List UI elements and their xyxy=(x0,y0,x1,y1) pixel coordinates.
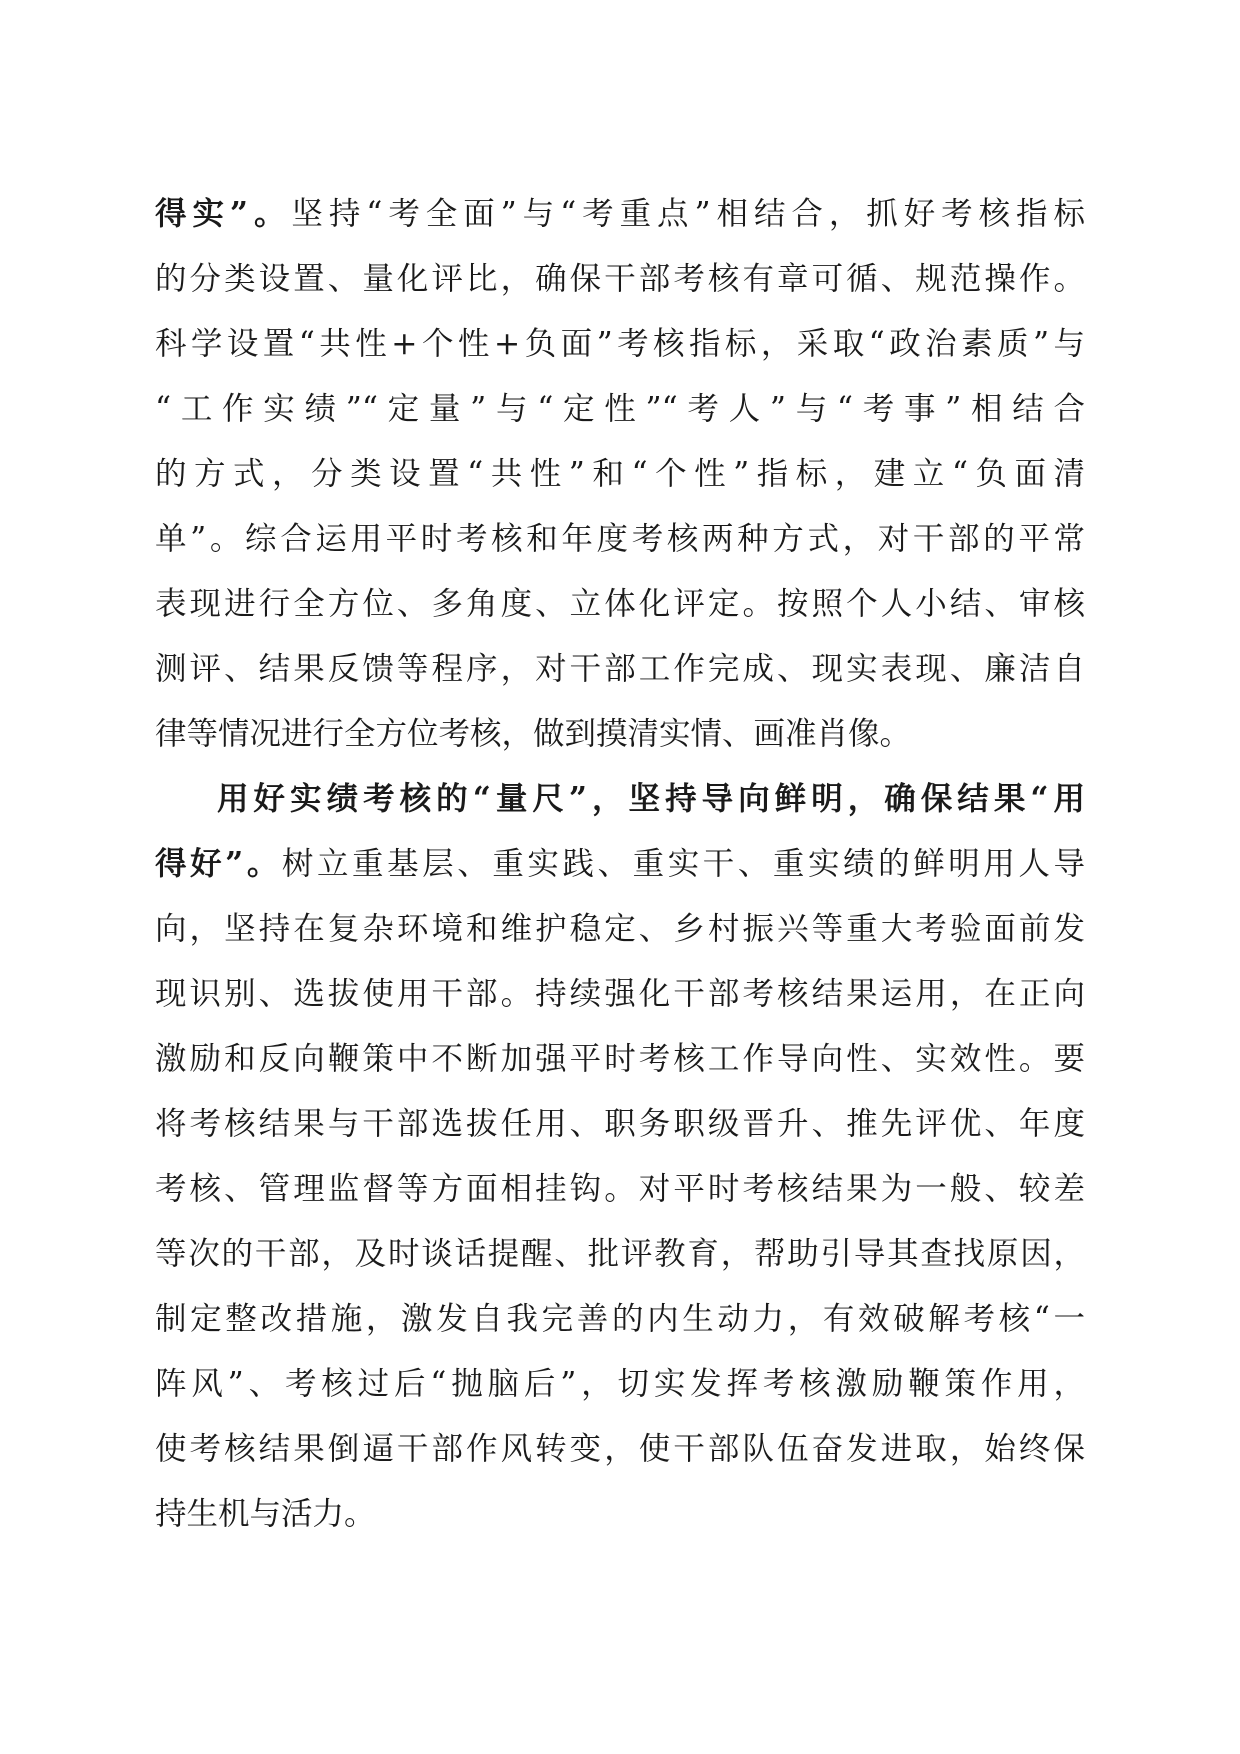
paragraph2-line-5: 激励和反向鞭策中不断加强平时考核工作导向性、实效性。要 xyxy=(155,1041,1085,1077)
paragraph2-line-2-text: 树立重基层、重实践、重实干、重实绩的鲜明用人导 xyxy=(281,846,1085,882)
paragraph2-heading-bold: 用好实绩考核的“量尺”，坚持导向鲜明，确保结果“用 xyxy=(217,780,1085,817)
paragraph1-line-5: 的方式，分类设置“共性”和“个性”指标，建立“负面清 xyxy=(155,456,1085,492)
paragraph1-line-1-text: 坚持“考全面”与“考重点”相结合，抓好考核指标 xyxy=(291,196,1085,232)
paragraph2-line-7: 考核、管理监督等方面相挂钩。对平时考核结果为一般、较差 xyxy=(155,1171,1085,1207)
paragraph1-line-4: “工作实绩”“定量”与“定性”“考人”与“考事”相结合 xyxy=(155,391,1085,427)
paragraph1-line-1-bold: 得实”。 xyxy=(155,195,292,232)
paragraph2-line-9: 制定整改措施，激发自我完善的内生动力，有效破解考核“一 xyxy=(155,1301,1085,1337)
paragraph1-line-8: 测评、结果反馈等程序，对干部工作完成、现实表现、廉洁自 xyxy=(155,651,1085,687)
paragraph1-line-2: 的分类设置、量化评比，确保干部考核有章可循、规范操作。 xyxy=(155,261,1085,297)
paragraph2-heading xyxy=(217,775,1085,823)
paragraph1-line-3: 科学设置“共性+个性+负面”考核指标，采取“政治素质”与 xyxy=(155,326,1085,362)
paragraph2-line-2 xyxy=(155,840,1085,888)
paragraph2-line-6: 将考核结果与干部选拔任用、职务职级晋升、推先评优、年度 xyxy=(155,1106,1085,1142)
paragraph2-line-11: 使考核结果倒逼干部作风转变，使干部队伍奋发进取，始终保 xyxy=(155,1431,1085,1467)
paragraph2-line-12: 持生机与活力。 xyxy=(155,1496,376,1532)
paragraph1-line-1 xyxy=(155,190,1085,238)
paragraph2-line-3: 向，坚持在复杂环境和维护稳定、乡村振兴等重大考验面前发 xyxy=(155,911,1085,947)
paragraph1-line-6: 单”。综合运用平时考核和年度考核两种方式，对干部的平常 xyxy=(155,521,1085,557)
paragraph2-line-4: 现识别、选拔使用干部。持续强化干部考核结果运用，在正向 xyxy=(155,976,1085,1012)
paragraph1-line-7: 表现进行全方位、多角度、立体化评定。按照个人小结、审核 xyxy=(155,586,1085,622)
paragraph1-line-9: 律等情况进行全方位考核，做到摸清实情、画准肖像。 xyxy=(155,716,912,752)
paragraph2-line-10: 阵风”、考核过后“抛脑后”，切实发挥考核激励鞭策作用， xyxy=(155,1366,1085,1402)
paragraph2-line-2-bold: 得好”。 xyxy=(155,845,282,882)
paragraph2-line-8: 等次的干部，及时谈话提醒、批评教育，帮助引导其查找原因， xyxy=(155,1236,1085,1272)
